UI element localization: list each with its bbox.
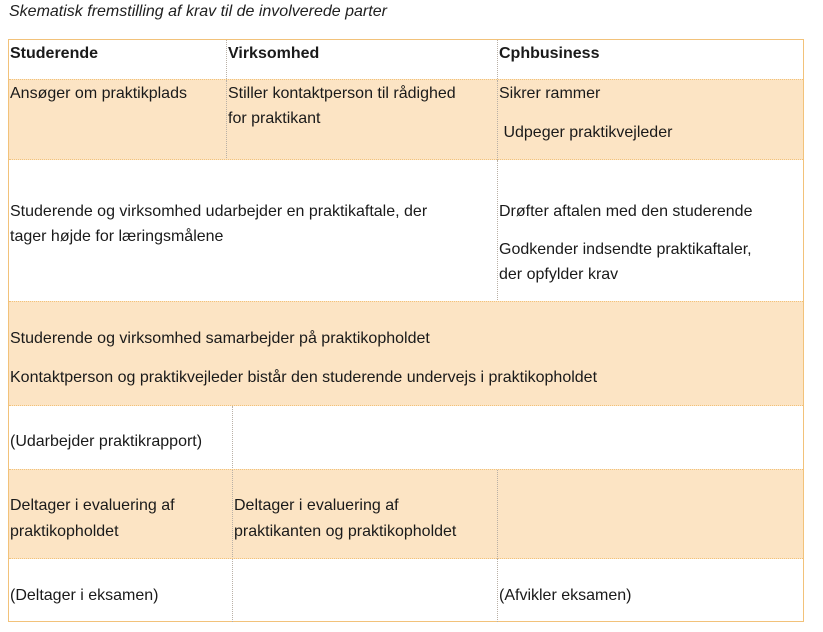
cell-text: Stiller kontaktperson til rådighed: [228, 85, 456, 102]
cell-all-parties: [9, 302, 803, 406]
cell-text: Ansøger om praktikplads: [10, 85, 187, 102]
cell-cphbusiness: [497, 160, 803, 302]
header-cell-cphbusiness: [497, 40, 803, 79]
cell-text: (Udarbejder praktikrapport): [10, 433, 203, 450]
cell-text: Studerende og virksomhed samarbejder på praktikopholdet: [10, 330, 430, 347]
cell-text: Studerende og virksomhed udarbejder en praktikaftale, der: [10, 203, 428, 220]
cell-cphbusiness: [497, 559, 803, 622]
table-row: [9, 79, 803, 160]
table-row: [9, 558, 803, 622]
table-header-row: [9, 40, 803, 79]
cell-text: praktikanten og praktikopholdet: [234, 523, 457, 540]
cell-virksomhed: [226, 80, 497, 160]
table-row: [9, 159, 803, 302]
cell-text: Drøfter aftalen med den studerende: [499, 203, 753, 220]
header-studerende: Studerende: [10, 45, 99, 62]
cell-text: Kontaktperson og praktikvejleder bistår den studerende undervejs i praktikopholdet: [10, 369, 598, 386]
cell-text: Udpeger praktikvejleder: [499, 124, 673, 141]
table-row: [9, 469, 803, 559]
header-cphbusiness: Cphbusiness: [499, 45, 600, 62]
cell-cphbusiness: [497, 80, 803, 160]
header-virksomhed: Virksomhed: [228, 45, 320, 62]
cell-cphbusiness: [497, 470, 803, 559]
cell-studerende: [9, 470, 232, 559]
cell-text: tager højde for læringsmålene: [10, 228, 224, 245]
cell-text: Godkender indsendte praktikaftaler,: [499, 241, 752, 258]
cell-empty: [232, 406, 803, 470]
table-caption: Skematisk fremstilling af krav til de involverede parter: [9, 3, 387, 20]
cell-studerende: [9, 80, 226, 160]
cell-virksomhed: [232, 559, 497, 622]
header-cell-virksomhed: [226, 40, 497, 79]
table-row: [9, 405, 803, 470]
cell-studerende-virksomhed: [9, 160, 497, 302]
cell-text: der opfylder krav: [499, 266, 619, 283]
table-row: [9, 301, 803, 406]
cell-text: praktikopholdet: [10, 523, 119, 540]
cell-studerende: [9, 406, 232, 470]
cell-text: (Deltager i eksamen): [10, 587, 159, 604]
header-cell-studerende: [9, 40, 226, 79]
cell-text: Deltager i evaluering af: [234, 497, 399, 514]
cell-text: for praktikant: [228, 110, 321, 127]
cell-text: (Afvikler eksamen): [499, 587, 632, 604]
cell-studerende: [9, 559, 232, 622]
requirements-table: [8, 39, 804, 622]
cell-text: Sikrer rammer: [499, 85, 601, 102]
cell-virksomhed: [232, 470, 497, 559]
cell-text: Deltager i evaluering af: [10, 497, 175, 514]
